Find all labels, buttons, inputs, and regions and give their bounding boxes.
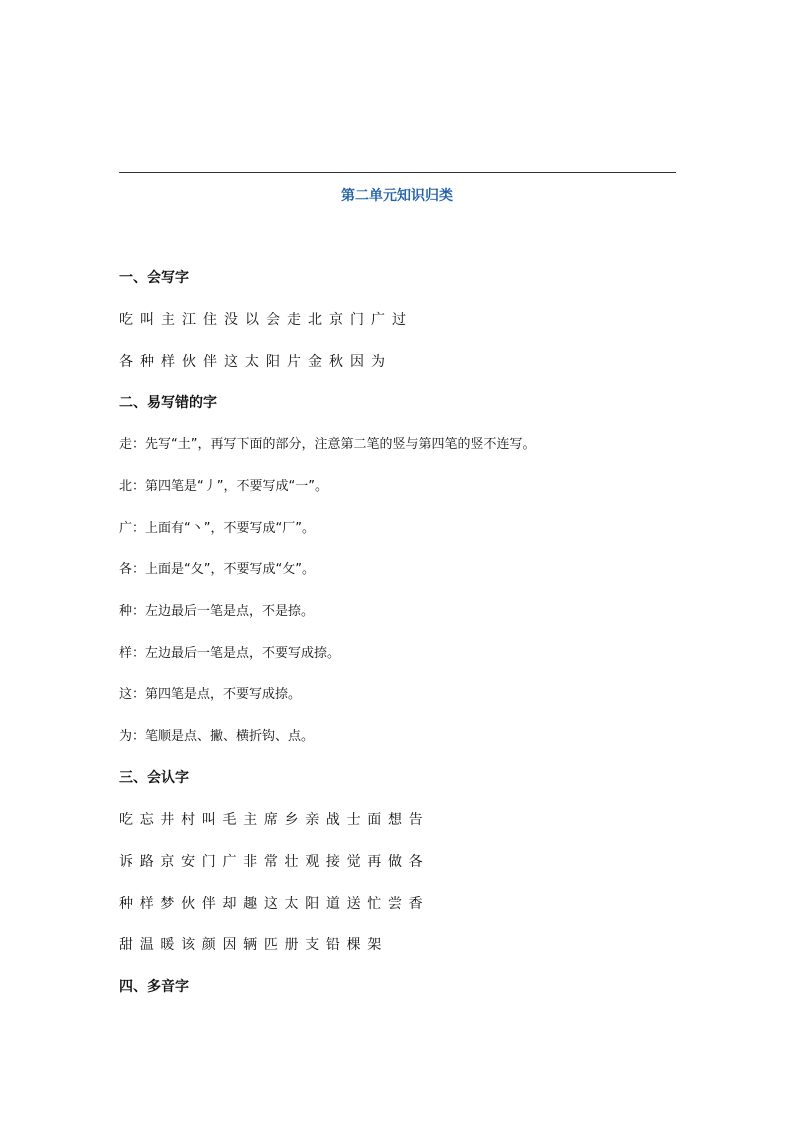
hanzi-char: 井 — [160, 812, 175, 828]
hanzi-char: 阳 — [305, 896, 320, 912]
hanzi-char: 温 — [139, 937, 154, 953]
hanzi-char: 铅 — [325, 937, 340, 953]
hanzi-char: 送 — [346, 896, 361, 912]
section-heading-mistakes: 二、易写错的字 — [119, 395, 217, 411]
hanzi-char: 门 — [350, 312, 364, 328]
hanzi-char: 常 — [263, 854, 278, 870]
hanzi-char: 走 — [287, 312, 301, 328]
hanzi-char: 伙 — [182, 354, 196, 370]
hanzi-char: 安 — [181, 854, 196, 870]
mistake-note: 样：左边最后一笔是点，不要写成捺。 — [119, 646, 341, 661]
hanzi-char: 壮 — [284, 854, 299, 870]
recognize-chars-row-3 — [119, 895, 429, 913]
hanzi-char: 观 — [305, 854, 320, 870]
hanzi-char: 支 — [305, 937, 320, 953]
hanzi-char: 亲 — [305, 812, 320, 828]
hanzi-char: 伴 — [201, 896, 216, 912]
hanzi-char: 金 — [308, 354, 322, 370]
recognize-chars-row-2 — [119, 853, 429, 871]
hanzi-char: 伴 — [203, 354, 217, 370]
hanzi-char: 京 — [329, 312, 343, 328]
hanzi-char: 香 — [408, 896, 423, 912]
hanzi-char: 梦 — [160, 896, 175, 912]
section-heading-recognize: 三、会认字 — [119, 770, 189, 786]
mistake-note: 北：第四笔是“丿”，不要写成“一”。 — [119, 479, 328, 494]
hanzi-char: 匹 — [263, 937, 278, 953]
hanzi-char: 诉 — [119, 854, 133, 870]
hanzi-char: 片 — [287, 354, 301, 370]
hanzi-char: 路 — [139, 854, 154, 870]
top-divider — [119, 172, 676, 173]
hanzi-char: 颜 — [201, 937, 216, 953]
hanzi-char: 叫 — [201, 812, 216, 828]
hanzi-char: 士 — [346, 812, 361, 828]
hanzi-char: 却 — [222, 896, 237, 912]
hanzi-char: 叫 — [140, 312, 154, 328]
mistake-note: 各：上面是“夂”，不要写成“攵”。 — [119, 562, 315, 577]
recognize-chars-row-1 — [119, 811, 429, 829]
section-heading-polyphones: 四、多音字 — [119, 979, 189, 995]
mistake-note: 这：第四笔是点，不要写成捺。 — [119, 687, 302, 702]
hanzi-char: 门 — [201, 854, 216, 870]
hanzi-char: 趣 — [243, 896, 258, 912]
hanzi-char: 忘 — [139, 812, 154, 828]
hanzi-char: 辆 — [243, 937, 258, 953]
hanzi-char: 接 — [325, 854, 340, 870]
hanzi-char: 样 — [161, 354, 175, 370]
hanzi-char: 该 — [181, 937, 196, 953]
hanzi-char: 面 — [367, 812, 382, 828]
hanzi-char: 忙 — [367, 896, 382, 912]
mistake-note: 广：上面有“丶”，不要写成“厂”。 — [119, 521, 315, 536]
mistake-note: 走：先写“土”，再写下面的部分，注意第二笔的竖与第四笔的竖不连写。 — [119, 437, 536, 452]
hanzi-char: 阳 — [266, 354, 280, 370]
hanzi-char: 这 — [224, 354, 238, 370]
hanzi-char: 战 — [325, 812, 340, 828]
section-heading-write: 一、会写字 — [119, 270, 189, 286]
hanzi-char: 暖 — [160, 937, 175, 953]
write-chars-row-2 — [119, 353, 392, 371]
page-title: 第二单元知识归类 — [341, 188, 453, 204]
hanzi-char: 席 — [263, 812, 278, 828]
hanzi-char: 册 — [284, 937, 299, 953]
hanzi-char: 种 — [140, 354, 154, 370]
hanzi-char: 各 — [119, 354, 133, 370]
hanzi-char: 觉 — [346, 854, 361, 870]
hanzi-char: 江 — [182, 312, 196, 328]
hanzi-char: 吃 — [119, 312, 133, 328]
hanzi-char: 这 — [263, 896, 278, 912]
hanzi-char: 村 — [181, 812, 196, 828]
hanzi-char: 种 — [119, 896, 133, 912]
recognize-chars-row-4 — [119, 936, 388, 954]
hanzi-char: 京 — [160, 854, 175, 870]
hanzi-char: 因 — [222, 937, 237, 953]
hanzi-char: 再 — [367, 854, 382, 870]
hanzi-char: 棵 — [346, 937, 361, 953]
hanzi-char: 太 — [245, 354, 259, 370]
hanzi-char: 广 — [371, 312, 385, 328]
hanzi-char: 做 — [387, 854, 402, 870]
hanzi-char: 样 — [139, 896, 154, 912]
hanzi-char: 吃 — [119, 812, 133, 828]
hanzi-char: 乡 — [284, 812, 299, 828]
hanzi-char: 架 — [367, 937, 382, 953]
hanzi-char: 太 — [284, 896, 299, 912]
hanzi-char: 主 — [161, 312, 175, 328]
hanzi-char: 过 — [392, 312, 406, 328]
hanzi-char: 因 — [350, 354, 364, 370]
hanzi-char: 伙 — [181, 896, 196, 912]
hanzi-char: 毛 — [222, 812, 237, 828]
hanzi-char: 主 — [243, 812, 258, 828]
hanzi-char: 会 — [266, 312, 280, 328]
hanzi-char: 道 — [325, 896, 340, 912]
write-chars-row-1 — [119, 311, 413, 329]
hanzi-char: 为 — [371, 354, 385, 370]
hanzi-char: 想 — [387, 812, 402, 828]
hanzi-char: 广 — [222, 854, 237, 870]
hanzi-char: 甜 — [119, 937, 133, 953]
hanzi-char: 各 — [408, 854, 423, 870]
mistake-note: 种：左边最后一笔是点，不是捺。 — [119, 604, 315, 619]
hanzi-char: 秋 — [329, 354, 343, 370]
hanzi-char: 住 — [203, 312, 217, 328]
hanzi-char: 北 — [308, 312, 322, 328]
hanzi-char: 告 — [408, 812, 423, 828]
hanzi-char: 尝 — [387, 896, 402, 912]
hanzi-char: 以 — [245, 312, 259, 328]
hanzi-char: 非 — [243, 854, 258, 870]
mistake-note: 为：笔顺是点、撇、横折钩、点。 — [119, 729, 315, 744]
hanzi-char: 没 — [224, 312, 238, 328]
